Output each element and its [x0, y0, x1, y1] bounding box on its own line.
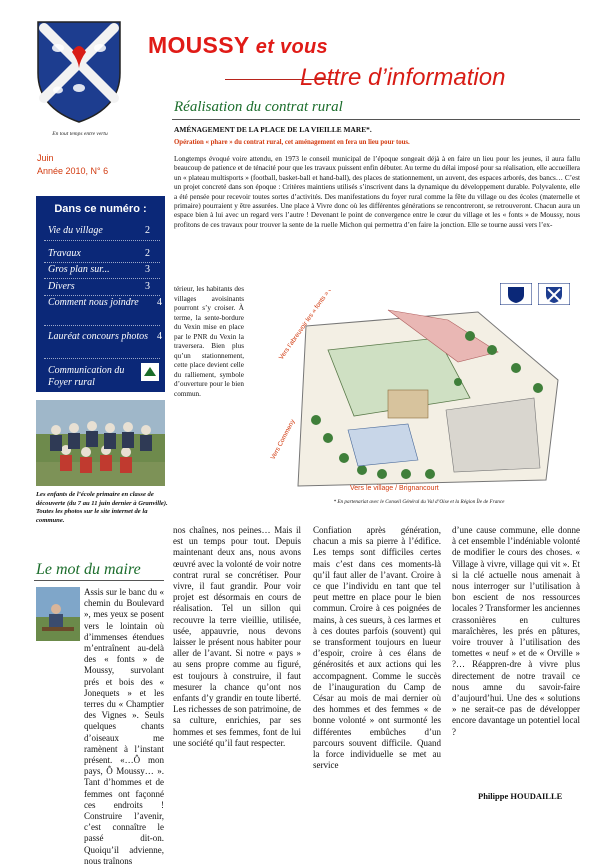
toc-item-page: 2: [145, 248, 150, 259]
mayor-text-column-4: d’une cause commune, elle donne à cet ensemble l’indéniable volonté de modifier le cours des choses. « Village à vivre, village qui vit ». Et si la clé actuelle nous amenait à nous interroger sur l’utilisation à bon escient de nos ressources locales ? Transformer les anciennes crassonières en cultures maraîchères, les prés en pâtures, voire trouver à l’utilisation des tomettes « neuf » et de « Orville » ?… Réappren-dre à vivre plus directement de notre travail ce nous amne du savoir-faire d’aujourd’hui. Une des « solutions » ne serait-ce pas de développer encore davantage un potentiel local ?: [452, 525, 580, 737]
toc-item-page: 2: [145, 225, 150, 236]
toc-item[interactable]: [48, 225, 164, 237]
toc-divider: [44, 295, 160, 296]
table-of-contents: [36, 196, 165, 392]
newsletter-brand: [148, 32, 328, 59]
mayor-text-column-2: nos chaînes, nos peines… Mais il est un temps pour tout. Depuis maintenant deux ans, nous avons œuvré avec la volonté de voir notre contrat rural se concrétiser. Pour vivre, il faut grandir. Pour voir projet est désormais en cours de réalisation. Tel un sillon qui recouvre la terre vieillie, utilisée, usée, appauvrie, nous devons laisser le présent nous habiter pour aller de l’avant. Si notre « pays » au sens propre comme au figuré, est toujours à construire, il faut mesurer la chance qu’ont nos enfants d’y grandir en toute liberté. Les richesses de son patrimoine, de sa culture, enrichies, par ses hommes et ses femmes, font de lui une société qu’il faut respecter.: [173, 525, 301, 748]
toc-item[interactable]: [48, 248, 164, 260]
toc-item-label: Gros plan sur...: [48, 264, 110, 275]
article-tagline: Opération « phare » du contrat rural, cet aménagement en fera un lieu pour tous.: [174, 139, 410, 146]
toc-item[interactable]: [48, 297, 162, 309]
foyer-rural-logo-icon: [140, 362, 160, 382]
toc-item-label: Communication du Foyer rural: [48, 365, 125, 388]
article-body: Longtemps évoqué voire attendu, en 1973 le conseil municipal de l’époque songeait déjà à en faire un lieu pour les jeunes, il aura fallu beaucoup de patience et de ténacité pour que les travaux puissent enfin débuter. Au terme du délai imposé pour sa réalisation, elle accueillera un « plateau multisports » (football, basket-ball et hand-ball), des places de stationnement, un auvent, des espaces arborés, des bancs… C’est un projet concreté dans son époque : Critères maintiens utilisés s’inscrivent dans la dynamique du développement durable. Polyvalente, elle a été pensée pour recevoir toutes sortes d’activités. Des manifestations du foyer rural comme la fête du village ou des écoles (maternelle et primaire) pourraient y être assurées. Une place à Vivre donc où les différentes générations se rencontreront, se retrouveront. Chacun aura un espace bien à lui avec un regard vers l’autre ! Devenant le point de convergence entre le cœur du village et les « fonts » de Moussy, nous profitons de ces travaux pour trouver la sente de la ruelle Michon qui permettra d’en faire la jonction. Elle se tourne aussi vers l’ex-: [174, 155, 580, 229]
mayor-text-intro: Assis sur le banc du « chemin du Boulevard », mes yeux se posent vers le lointain où d’immenses étendues m’entraînent au-delà des « fonts » de Moussy, survolant prés et bois des « Jonequets » et les terres du « Champtier des Vignes ». Seuls quelques chants d’oiseaux me ramènent à l’instant présent. «…Ô mon pays, Ô Moussy… ». Tant d’hommes et de femmes ont façonné ces endroits ! Construire l’avenir, c’est connaître le passé dit-on. Quoiqu’il advienne, nous traînons: [84, 587, 164, 866]
map-label-fonts: Vers l’abreuvoir les « fonts »: [277, 290, 331, 362]
toc-item-label: Travaux: [48, 248, 81, 259]
toc-item[interactable]: [48, 331, 162, 343]
article-body-continued: térieur, les habitants des villages avoisinants pourront s’y croiser. À terme, la sente-bordure du Vexin mise en place par le PNR du Vexin la traversera. Bien plus qu’un stationnement, cette place devient celle du ralliement, symbole d’ouverture pour le bien commun.: [174, 285, 244, 398]
brand-title: MOUSSY: [148, 32, 250, 58]
toc-divider: [44, 278, 160, 279]
toc-item[interactable]: [48, 365, 138, 389]
issue-number: Année 2010, N° 6: [37, 166, 109, 176]
article-title: Réalisation du contrat rural: [174, 99, 343, 115]
map-caption: * En partenariat avec le Conseil Général du Val d’Oise et la Région Île de France: [333, 499, 505, 505]
toc-item-page: 4: [157, 297, 162, 308]
mayor-text-column-3: Confiation après génération, chacun a mis sa pierre à l’édifice. Les temps sont difficiles certes mais c’est dans ces moments-là qu’il faut aller de l’avant. Croire à ce que l’individu en tant que tel peut mettre en place pour le bien commun. Croire à ces poignées de mains, à ces sueurs, à ces larmes et à ces doutes parfois (souvent) qui se transforment toujours en lueur d’espoir, croire à ces élans de générosités et aux actions qui les accompagnent. Comme le succès de l’inauguration du Camp de César au mois de mai dernier où des hommes et des femmes « de bonne volonté » ont surmonté les différentes embûches d’un parcours souvent difficile. Quand la force individuelle se met au service: [313, 525, 441, 771]
region-logo-icon: [500, 283, 532, 305]
toc-item-page: 3: [145, 281, 150, 292]
article-heading: AMÉNAGEMENT DE LA PLACE DE LA VIEILLE MARE*.: [174, 125, 372, 134]
mayor-divider: [34, 580, 164, 581]
map-label-village: Vers le village / Brignancourt: [350, 485, 439, 492]
mayor-bench-photo: [36, 587, 80, 641]
article-divider: [172, 119, 580, 120]
toc-item-page: 3: [145, 264, 150, 275]
department-logo-icon: [538, 283, 570, 305]
toc-item-label: Vie du village: [48, 225, 103, 236]
map-label-commeny: Vers Commeny: [269, 418, 297, 461]
children-photo: [36, 400, 165, 486]
site-plan-image: [258, 290, 580, 498]
toc-divider: [44, 262, 160, 263]
toc-divider: [44, 325, 160, 326]
toc-item-label: Lauréat concours photos: [48, 331, 148, 342]
photo-caption: Les enfants de l’école primaire en classe de découverte (du 7 au 11 juin dernier à Granville). Toutes les photos sur le site internet de la commune.: [36, 491, 168, 524]
toc-divider: [44, 240, 160, 241]
coat-of-arms-logo: [34, 18, 124, 126]
newsletter-subtitle: Lettre d’information: [300, 64, 506, 91]
mayor-section-title: Le mot du maire: [36, 561, 141, 578]
toc-item[interactable]: [48, 264, 164, 276]
toc-divider: [44, 358, 160, 359]
toc-item[interactable]: [48, 281, 164, 293]
issue-month: Juin: [37, 153, 54, 163]
brand-suffix: et vous: [255, 36, 328, 58]
mayor-signature: Philippe HOUDAILLE: [478, 791, 563, 801]
toc-item-page: 4: [157, 331, 162, 342]
toc-item-label: Comment nous joindre: [48, 297, 139, 308]
toc-title: Dans ce numéro :: [54, 203, 147, 215]
toc-item-label: Divers: [48, 281, 75, 292]
motto-text: En tout temps entre vertu: [52, 131, 108, 137]
